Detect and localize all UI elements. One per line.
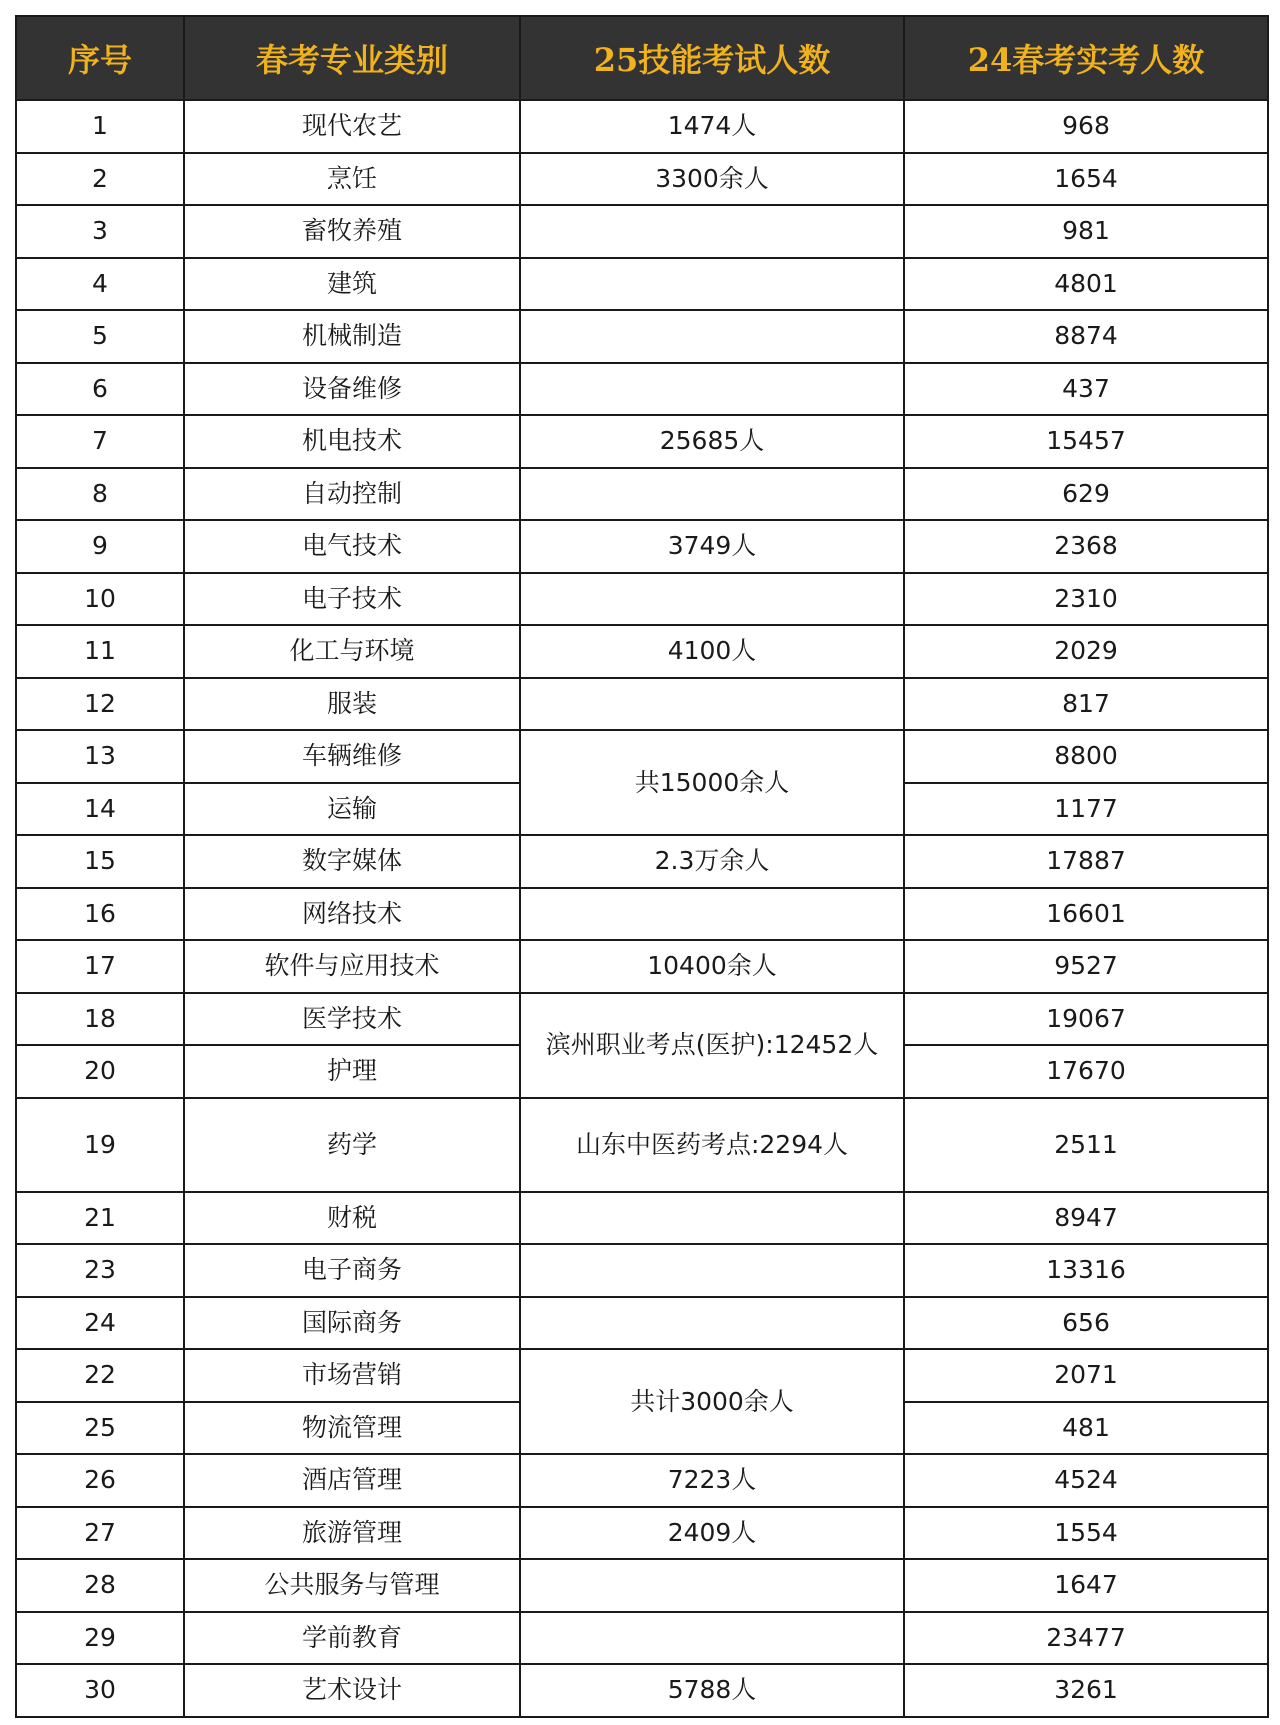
cell-actual-exam-count: 17887 xyxy=(904,835,1268,888)
cell-seq: 23 xyxy=(16,1244,184,1297)
cell-category: 公共服务与管理 xyxy=(184,1559,520,1612)
cell-seq: 5 xyxy=(16,310,184,363)
cell-seq: 2 xyxy=(16,153,184,206)
table-header xyxy=(16,16,1268,100)
table-row xyxy=(16,1244,1268,1297)
cell-actual-exam-count: 16601 xyxy=(904,888,1268,941)
cell-actual-exam-count: 1647 xyxy=(904,1559,1268,1612)
cell-seq: 4 xyxy=(16,258,184,311)
cell-skill-exam-count xyxy=(520,310,904,363)
cell-skill-exam-count xyxy=(520,888,904,941)
cell-category: 机械制造 xyxy=(184,310,520,363)
cell-actual-exam-count: 15457 xyxy=(904,415,1268,468)
header-actual-exam-count: 24春考实考人数 xyxy=(904,16,1268,100)
header-seq: 序号 xyxy=(16,16,184,100)
cell-seq: 29 xyxy=(16,1612,184,1665)
cell-actual-exam-count: 817 xyxy=(904,678,1268,731)
cell-skill-exam-count: 3300余人 xyxy=(520,153,904,206)
cell-actual-exam-count: 656 xyxy=(904,1297,1268,1350)
cell-skill-exam-count: 2409人 xyxy=(520,1507,904,1560)
cell-category: 化工与环境 xyxy=(184,625,520,678)
cell-seq: 17 xyxy=(16,940,184,993)
cell-skill-exam-count xyxy=(520,468,904,521)
cell-actual-exam-count: 13316 xyxy=(904,1244,1268,1297)
cell-seq: 19 xyxy=(16,1098,184,1192)
table-row xyxy=(16,1349,1268,1402)
cell-seq: 20 xyxy=(16,1045,184,1098)
cell-category: 畜牧养殖 xyxy=(184,205,520,258)
cell-actual-exam-count: 437 xyxy=(904,363,1268,416)
table-row xyxy=(16,1454,1268,1507)
cell-actual-exam-count: 4524 xyxy=(904,1454,1268,1507)
cell-category: 电子技术 xyxy=(184,573,520,626)
cell-seq: 3 xyxy=(16,205,184,258)
cell-category: 软件与应用技术 xyxy=(184,940,520,993)
cell-seq: 12 xyxy=(16,678,184,731)
cell-seq: 25 xyxy=(16,1402,184,1455)
cell-category: 国际商务 xyxy=(184,1297,520,1350)
table-row xyxy=(16,1098,1268,1192)
cell-skill-exam-count: 4100人 xyxy=(520,625,904,678)
cell-category: 市场营销 xyxy=(184,1349,520,1402)
cell-seq: 1 xyxy=(16,100,184,153)
table-row xyxy=(16,678,1268,731)
cell-skill-exam-count: 3749人 xyxy=(520,520,904,573)
cell-actual-exam-count: 2368 xyxy=(904,520,1268,573)
cell-seq: 16 xyxy=(16,888,184,941)
table-row xyxy=(16,625,1268,678)
cell-skill-exam-count: 共计3000余人 xyxy=(520,1349,904,1454)
cell-skill-exam-count xyxy=(520,573,904,626)
cell-category: 护理 xyxy=(184,1045,520,1098)
table-row xyxy=(16,1192,1268,1245)
cell-category: 财税 xyxy=(184,1192,520,1245)
table-row xyxy=(16,153,1268,206)
cell-seq: 28 xyxy=(16,1559,184,1612)
cell-seq: 15 xyxy=(16,835,184,888)
cell-seq: 30 xyxy=(16,1664,184,1717)
cell-actual-exam-count: 3261 xyxy=(904,1664,1268,1717)
cell-actual-exam-count: 4801 xyxy=(904,258,1268,311)
table-row xyxy=(16,415,1268,468)
table-row xyxy=(16,258,1268,311)
table-row xyxy=(16,363,1268,416)
cell-category: 设备维修 xyxy=(184,363,520,416)
cell-category: 服装 xyxy=(184,678,520,731)
cell-seq: 13 xyxy=(16,730,184,783)
cell-skill-exam-count xyxy=(520,1192,904,1245)
cell-skill-exam-count: 滨州职业考点(医护):12452人 xyxy=(520,993,904,1098)
table-row xyxy=(16,940,1268,993)
table-row xyxy=(16,1664,1268,1717)
cell-category: 建筑 xyxy=(184,258,520,311)
cell-actual-exam-count: 8874 xyxy=(904,310,1268,363)
cell-seq: 9 xyxy=(16,520,184,573)
cell-category: 旅游管理 xyxy=(184,1507,520,1560)
cell-category: 网络技术 xyxy=(184,888,520,941)
cell-skill-exam-count xyxy=(520,678,904,731)
cell-category: 酒店管理 xyxy=(184,1454,520,1507)
table-row xyxy=(16,520,1268,573)
cell-skill-exam-count: 共15000余人 xyxy=(520,730,904,835)
cell-category: 机电技术 xyxy=(184,415,520,468)
cell-category: 物流管理 xyxy=(184,1402,520,1455)
cell-skill-exam-count xyxy=(520,1612,904,1665)
table-row xyxy=(16,573,1268,626)
table-row xyxy=(16,1297,1268,1350)
cell-actual-exam-count: 2071 xyxy=(904,1349,1268,1402)
cell-category: 电子商务 xyxy=(184,1244,520,1297)
cell-skill-exam-count xyxy=(520,205,904,258)
cell-seq: 14 xyxy=(16,783,184,836)
cell-skill-exam-count: 5788人 xyxy=(520,1664,904,1717)
cell-skill-exam-count: 10400余人 xyxy=(520,940,904,993)
cell-category: 电气技术 xyxy=(184,520,520,573)
cell-actual-exam-count: 2029 xyxy=(904,625,1268,678)
cell-category: 车辆维修 xyxy=(184,730,520,783)
table-row xyxy=(16,1559,1268,1612)
cell-seq: 6 xyxy=(16,363,184,416)
cell-seq: 24 xyxy=(16,1297,184,1350)
cell-category: 烹饪 xyxy=(184,153,520,206)
cell-seq: 26 xyxy=(16,1454,184,1507)
cell-actual-exam-count: 968 xyxy=(904,100,1268,153)
header-category: 春考专业类别 xyxy=(184,16,520,100)
table-row xyxy=(16,993,1268,1046)
cell-seq: 8 xyxy=(16,468,184,521)
cell-actual-exam-count: 481 xyxy=(904,1402,1268,1455)
cell-category: 学前教育 xyxy=(184,1612,520,1665)
cell-category: 数字媒体 xyxy=(184,835,520,888)
cell-seq: 27 xyxy=(16,1507,184,1560)
exam-stats-table xyxy=(15,15,1269,1718)
cell-skill-exam-count xyxy=(520,1297,904,1350)
cell-skill-exam-count: 25685人 xyxy=(520,415,904,468)
table-row xyxy=(16,100,1268,153)
cell-category: 医学技术 xyxy=(184,993,520,1046)
cell-category: 自动控制 xyxy=(184,468,520,521)
cell-skill-exam-count xyxy=(520,1244,904,1297)
cell-actual-exam-count: 8947 xyxy=(904,1192,1268,1245)
cell-seq: 10 xyxy=(16,573,184,626)
cell-actual-exam-count: 981 xyxy=(904,205,1268,258)
cell-seq: 7 xyxy=(16,415,184,468)
cell-skill-exam-count: 2.3万余人 xyxy=(520,835,904,888)
table-row xyxy=(16,835,1268,888)
cell-actual-exam-count: 19067 xyxy=(904,993,1268,1046)
cell-actual-exam-count: 629 xyxy=(904,468,1268,521)
cell-actual-exam-count: 1654 xyxy=(904,153,1268,206)
table-row xyxy=(16,1612,1268,1665)
table-row xyxy=(16,468,1268,521)
header-skill-exam-count: 25技能考试人数 xyxy=(520,16,904,100)
cell-category: 药学 xyxy=(184,1098,520,1192)
table-row xyxy=(16,1507,1268,1560)
table-row xyxy=(16,205,1268,258)
cell-actual-exam-count: 9527 xyxy=(904,940,1268,993)
table-row xyxy=(16,310,1268,363)
cell-actual-exam-count: 1177 xyxy=(904,783,1268,836)
cell-skill-exam-count xyxy=(520,258,904,311)
cell-actual-exam-count: 8800 xyxy=(904,730,1268,783)
cell-actual-exam-count: 1554 xyxy=(904,1507,1268,1560)
cell-actual-exam-count: 23477 xyxy=(904,1612,1268,1665)
cell-skill-exam-count xyxy=(520,363,904,416)
table-body xyxy=(16,100,1268,1717)
table-row xyxy=(16,730,1268,783)
cell-category: 现代农艺 xyxy=(184,100,520,153)
cell-seq: 11 xyxy=(16,625,184,678)
cell-seq: 18 xyxy=(16,993,184,1046)
cell-category: 艺术设计 xyxy=(184,1664,520,1717)
cell-category: 运输 xyxy=(184,783,520,836)
cell-skill-exam-count: 山东中医药考点:2294人 xyxy=(520,1098,904,1192)
cell-skill-exam-count: 7223人 xyxy=(520,1454,904,1507)
cell-seq: 22 xyxy=(16,1349,184,1402)
cell-actual-exam-count: 17670 xyxy=(904,1045,1268,1098)
cell-actual-exam-count: 2310 xyxy=(904,573,1268,626)
cell-skill-exam-count xyxy=(520,1559,904,1612)
cell-actual-exam-count: 2511 xyxy=(904,1098,1268,1192)
table-row xyxy=(16,888,1268,941)
cell-skill-exam-count: 1474人 xyxy=(520,100,904,153)
header-row xyxy=(16,16,1268,100)
cell-seq: 21 xyxy=(16,1192,184,1245)
